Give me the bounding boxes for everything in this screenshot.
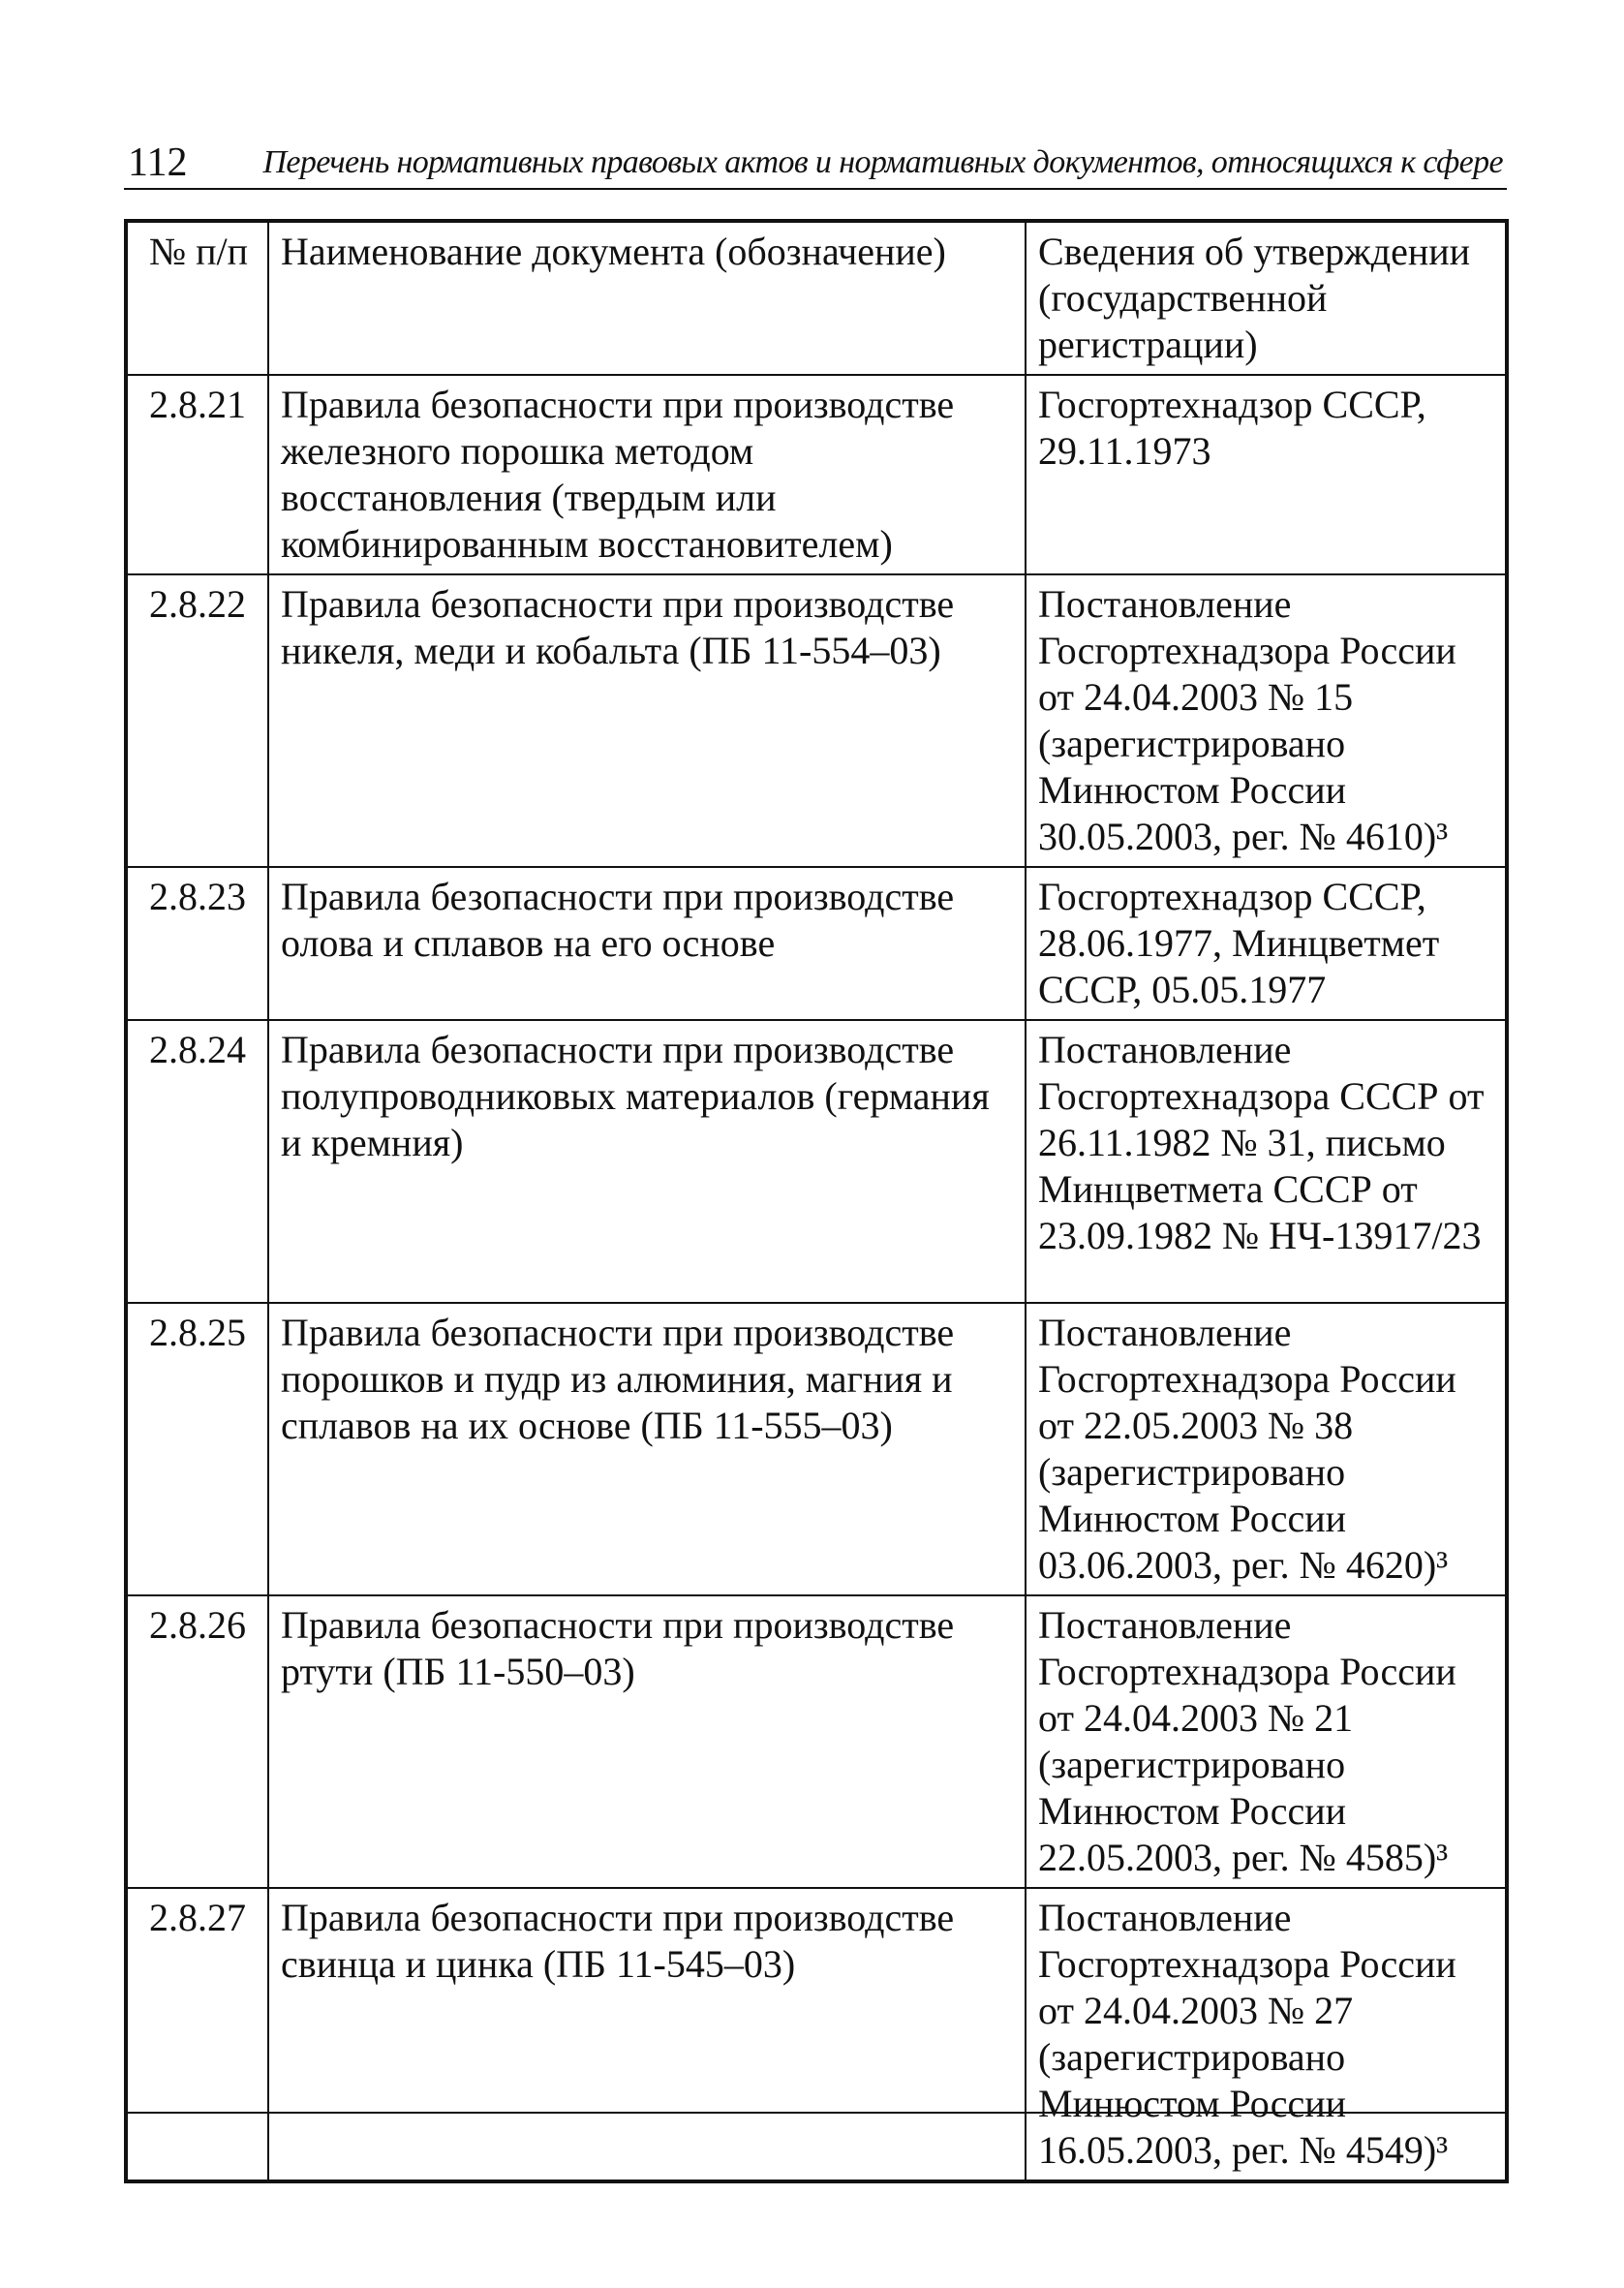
row-document-name: Правила безопасности при производстве ртути (ПБ 11-550–03) bbox=[268, 1595, 1026, 1888]
documents-table bbox=[124, 219, 1509, 2183]
row-number: 2.8.22 bbox=[126, 574, 268, 867]
table-row bbox=[126, 574, 1507, 867]
row-approval-info: Постановление Госгортехнадзора СССР от 26.11.1982 № 31, письмо Минцветмета СССР от 23.09.1982 № НЧ-13917/23 bbox=[1026, 1020, 1507, 1303]
header-row bbox=[126, 221, 1507, 375]
column-header-name: Наименование документа (обозначение) bbox=[268, 221, 1026, 375]
page-number: 112 bbox=[128, 140, 188, 185]
column-header-number: № п/п bbox=[126, 221, 268, 375]
row-approval-info: Постановление Госгортехнадзора России от 24.04.2003 № 21 (зарегистрировано Минюстом России 22.05.2003, рег. № 4585)³ bbox=[1026, 1595, 1507, 1888]
row-number: 2.8.21 bbox=[126, 375, 268, 574]
table-row bbox=[126, 375, 1507, 574]
table-row bbox=[126, 1303, 1507, 1595]
row-document-name: Правила безопасности при производстве никеля, меди и кобальта (ПБ 11-554–03) bbox=[268, 574, 1026, 867]
row-approval-info: Постановление Госгортехнадзора России от 22.05.2003 № 38 (зарегистрировано Минюстом России 03.06.2003, рег. № 4620)³ bbox=[1026, 1303, 1507, 1595]
row-approval-info: Госгортехнадзор СССР, 28.06.1977, Минцветмет СССР, 05.05.1977 bbox=[1026, 867, 1507, 1020]
table-body bbox=[126, 375, 1507, 2181]
table-row bbox=[126, 867, 1507, 1020]
row-document-name: Правила безопасности при производстве порошков и пудр из алюминия, магния и сплавов на их основе (ПБ 11-555–03) bbox=[268, 1303, 1026, 1595]
column-header-approval: Сведения об утверждении (государственной регистрации) bbox=[1026, 221, 1507, 375]
table-row bbox=[126, 1020, 1507, 1303]
row-approval-info: Постановление Госгортехнадзора России от 24.04.2003 № 15 (зарегистрировано Минюстом России 30.05.2003, рег. № 4610)³ bbox=[1026, 574, 1507, 867]
row-number: 2.8.25 bbox=[126, 1303, 268, 1595]
row-number: 2.8.26 bbox=[126, 1595, 268, 1888]
row-approval-info: Госгортехнадзор СССР, 29.11.1973 bbox=[1026, 375, 1507, 574]
row-document-name: Правила безопасности при производстве железного порошка методом восстановления (твердым или комбинированным восстановителем) bbox=[268, 375, 1026, 574]
running-header bbox=[124, 134, 1507, 190]
row-document-name: Правила безопасности при производстве полупроводниковых материалов (германия и кремния) bbox=[268, 1020, 1026, 1303]
row-document-name: Правила безопасности при производстве олова и сплавов на его основе bbox=[268, 867, 1026, 1020]
row-number: 2.8.24 bbox=[126, 1020, 268, 1303]
table-row bbox=[126, 1888, 1507, 2181]
table-header bbox=[126, 221, 1507, 375]
row-number: 2.8.27 bbox=[126, 1888, 268, 2181]
row-approval-info: Постановление Госгортехнадзора России от 24.04.2003 № 27 (зарегистрировано Минюстом России 16.05.2003, рег. № 4549)³ bbox=[1026, 1888, 1507, 2181]
footer-divider bbox=[124, 2112, 1509, 2114]
table-row bbox=[126, 1595, 1507, 1888]
running-title: Перечень нормативных правовых актов и нормативных документов, относящихся к сфере bbox=[262, 144, 1503, 180]
row-number: 2.8.23 bbox=[126, 867, 268, 1020]
row-document-name: Правила безопасности при производстве свинца и цинка (ПБ 11-545–03) bbox=[268, 1888, 1026, 2181]
